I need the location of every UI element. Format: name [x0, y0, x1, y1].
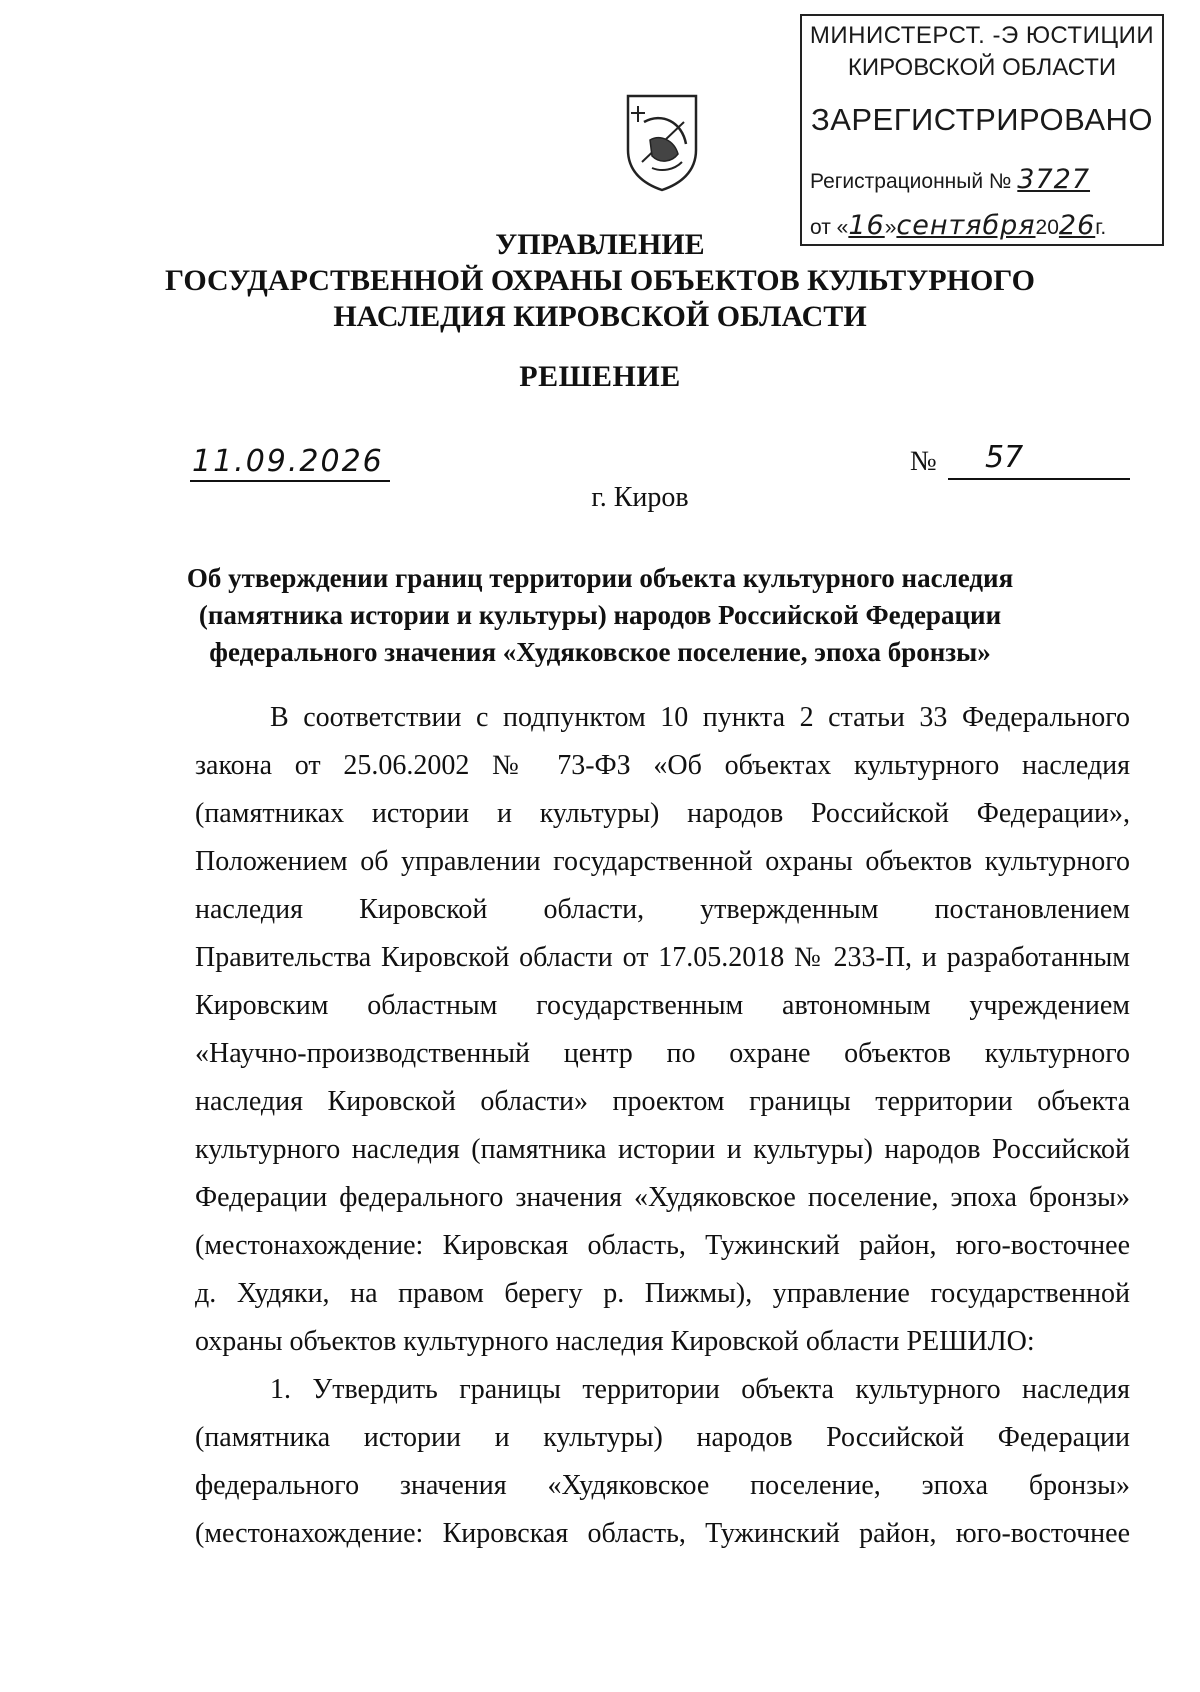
agency-title-line-2: ГОСУДАРСТВЕННОЙ ОХРАНЫ ОБЪЕКТОВ КУЛЬТУРНОГО [165, 264, 1035, 297]
title-line: (памятника истории и культуры) народов Российской Федерации [198, 600, 1002, 630]
text-line: Федерации федерального значения «Худяковское поселение, эпоха бронзы» [195, 1182, 1130, 1213]
stamp-date-mid: » [884, 216, 897, 239]
number-underline [948, 478, 1130, 480]
decision-number: 57 [985, 440, 1024, 475]
kirov-coat-of-arms-icon [622, 92, 702, 192]
agency-title-line-1: УПРАВЛЕНИЕ [495, 228, 705, 261]
stamp-month: сентября [896, 210, 1036, 241]
text-line: (памятника истории и культуры) народов Российской Федерации [195, 1422, 1130, 1453]
registration-stamp [800, 14, 1164, 246]
stamp-reg-number: 3727 [1017, 164, 1091, 195]
text-line: федерального значения «Худяковское поселение, эпоха бронзы» [195, 1470, 1130, 1501]
text-line: культурного наследия (памятника истории и культуры) народов Российской [195, 1134, 1130, 1165]
stamp-year-unit: г. [1095, 216, 1107, 239]
stamp-region-line: КИРОВСКОЙ ОБЛАСТИ [847, 54, 1117, 81]
document-type: РЕШЕНИЕ [519, 360, 681, 393]
title-line: федерального значения «Худяковское поселение, эпоха бронзы» [209, 637, 991, 667]
stamp-year-suffix: 26 [1058, 210, 1096, 241]
stamp-reg-number-row [810, 164, 1090, 195]
text-line: (памятниках истории и культуры) народов Российской Федерации», [195, 798, 1130, 829]
text-line: (местонахождение: Кировская область, Тужинский район, юго-восточнее [195, 1518, 1130, 1549]
preamble-paragraph [195, 694, 1130, 1366]
number-label: № [910, 446, 937, 477]
stamp-ministry-line: МИНИСТЕРСТ. -Э ЮСТИЦИИ [809, 22, 1155, 49]
text-line: Положением об управлении государственной охраны объектов культурного [195, 846, 1130, 877]
text-line: наследия Кировской области» проектом границы территории объекта [195, 1086, 1130, 1117]
decision-date: 11.09.2026 [192, 444, 384, 479]
text-line: В соответствии с подпунктом 10 пункта 2 статьи 33 Федерального [270, 702, 1130, 733]
text-line: д. Худяки, на правом берегу р. Пижмы), управление государственной [195, 1278, 1130, 1309]
stamp-reg-label: Регистрационный № [810, 170, 1012, 193]
agency-title-line-3: НАСЛЕДИЯ КИРОВСКОЙ ОБЛАСТИ [333, 300, 867, 333]
stamp-day: 16 [848, 210, 885, 241]
text-line: (местонахождение: Кировская область, Тужинский район, юго-восточнее [195, 1230, 1130, 1261]
text-line: Кировским областным государственным автономным учреждением [195, 990, 1130, 1021]
text-line: «Научно-производственный центр по охране объектов культурного [195, 1038, 1130, 1069]
title-line: Об утверждении границ территории объекта культурного наследия [186, 563, 1014, 593]
text-line: закона от 25.06.2002 № 73-ФЗ «Об объектах культурного наследия [195, 750, 1130, 781]
stamp-date-prefix: от « [810, 216, 849, 239]
decision-title [150, 560, 1050, 671]
stamp-year-prefix: 20 [1035, 216, 1059, 239]
decision-item-1 [195, 1366, 1130, 1558]
city-label: г. Киров [591, 482, 689, 513]
text-line: охраны объектов культурного наследия Кировской области РЕШИЛО: [195, 1326, 1035, 1357]
stamp-registered-label: ЗАРЕГИСТРИРОВАНО [810, 102, 1153, 137]
text-line: Правительства Кировской области от 17.05.2018 № 233-П, и разработанным [195, 942, 1130, 973]
text-line: 1. Утвердить границы территории объекта культурного наследия [270, 1374, 1130, 1405]
text-line: наследия Кировской области, утвержденным постановлением [195, 894, 1130, 925]
